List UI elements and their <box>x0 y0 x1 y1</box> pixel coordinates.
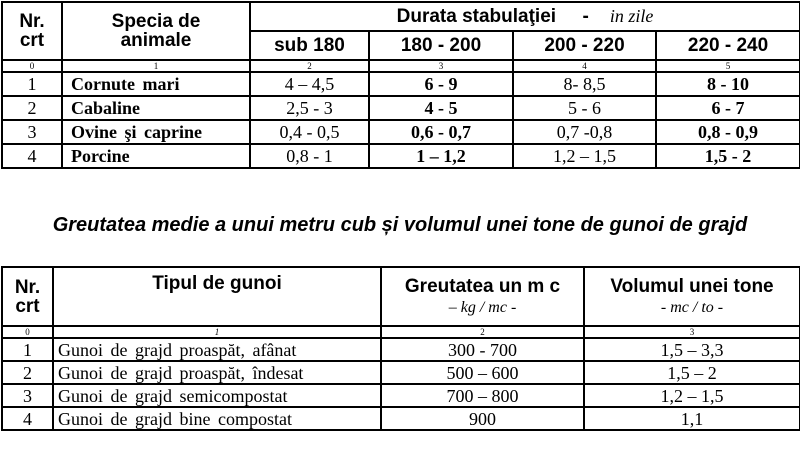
species-name: Porcine <box>62 144 250 168</box>
table-row <box>2 407 800 430</box>
value-cell: 0,8 - 1 <box>250 144 369 168</box>
period-header: sub 180 <box>250 31 369 60</box>
value-cell: 0,7 -0,8 <box>513 120 656 144</box>
index-cell: 5 <box>656 60 800 72</box>
row-number: 4 <box>2 144 62 168</box>
manure-type: Gunoi de grajd proaspăt, îndesat <box>53 361 381 384</box>
value-cell: 1,2 – 1,5 <box>513 144 656 168</box>
weight-value: 300 - 700 <box>381 338 584 361</box>
value-cell: 8- 8,5 <box>513 72 656 96</box>
species-name: Ovine şi caprine <box>62 120 250 144</box>
table-row <box>2 120 800 144</box>
value-cell: 6 - 9 <box>369 72 513 96</box>
weight-header: Greutatea un m c – kg / mc - <box>381 267 584 326</box>
row-number: 3 <box>2 384 53 407</box>
volume-header: Volumul unei tone - mc / to - <box>584 267 800 326</box>
value-cell: 1,5 - 2 <box>656 144 800 168</box>
species-name: Cabaline <box>62 96 250 120</box>
duration-header: Durata stabulaţiei - in zile <box>250 2 800 31</box>
nr-crt-header: Nr. crt <box>2 267 53 326</box>
table-row <box>2 96 800 120</box>
row-number: 2 <box>2 361 53 384</box>
stabulation-table <box>1 1 800 169</box>
table-row <box>2 361 800 384</box>
table-row <box>2 72 800 96</box>
manure-type-header: Tipul de gunoi <box>53 267 381 326</box>
value-cell: 0,8 - 0,9 <box>656 120 800 144</box>
manure-type: Gunoi de grajd proaspăt, afânat <box>53 338 381 361</box>
weight-value: 900 <box>381 407 584 430</box>
index-cell: 3 <box>584 326 800 338</box>
value-cell: 0,4 - 0,5 <box>250 120 369 144</box>
species-name: Cornute mari <box>62 72 250 96</box>
index-cell: 2 <box>381 326 584 338</box>
row-number: 4 <box>2 407 53 430</box>
table-row <box>2 144 800 168</box>
value-cell: 6 - 7 <box>656 96 800 120</box>
section-title: Greutatea medie a unui metru cub și volumul unei tone de gunoi de grajd <box>52 214 748 236</box>
manure-table <box>1 266 800 431</box>
row-number: 2 <box>2 96 62 120</box>
index-cell: 4 <box>513 60 656 72</box>
weight-value: 700 – 800 <box>381 384 584 407</box>
volume-value: 1,5 – 3,3 <box>584 338 800 361</box>
value-cell: 0,6 - 0,7 <box>369 120 513 144</box>
row-number: 3 <box>2 120 62 144</box>
period-header: 180 - 200 <box>369 31 513 60</box>
period-header: 220 - 240 <box>656 31 800 60</box>
index-cell: 0 <box>2 60 62 72</box>
value-cell: 4 – 4,5 <box>250 72 369 96</box>
table-row <box>2 338 800 361</box>
manure-type: Gunoi de grajd bine compostat <box>53 407 381 430</box>
index-cell: 2 <box>250 60 369 72</box>
volume-value: 1,1 <box>584 407 800 430</box>
weight-value: 500 – 600 <box>381 361 584 384</box>
volume-value: 1,2 – 1,5 <box>584 384 800 407</box>
value-cell: 1 – 1,2 <box>369 144 513 168</box>
index-cell: 1 <box>62 60 250 72</box>
row-number: 1 <box>2 72 62 96</box>
index-cell: 0 <box>2 326 53 338</box>
value-cell: 5 - 6 <box>513 96 656 120</box>
row-number: 1 <box>2 338 53 361</box>
manure-type: Gunoi de grajd semicompostat <box>53 384 381 407</box>
index-cell: 1 <box>53 326 381 338</box>
value-cell: 8 - 10 <box>656 72 800 96</box>
species-header: Specia de animale <box>62 2 250 60</box>
table-row <box>2 384 800 407</box>
index-cell: 3 <box>369 60 513 72</box>
period-header: 200 - 220 <box>513 31 656 60</box>
value-cell: 2,5 - 3 <box>250 96 369 120</box>
volume-value: 1,5 – 2 <box>584 361 800 384</box>
value-cell: 4 - 5 <box>369 96 513 120</box>
nr-crt-header: Nr. crt <box>2 2 62 60</box>
